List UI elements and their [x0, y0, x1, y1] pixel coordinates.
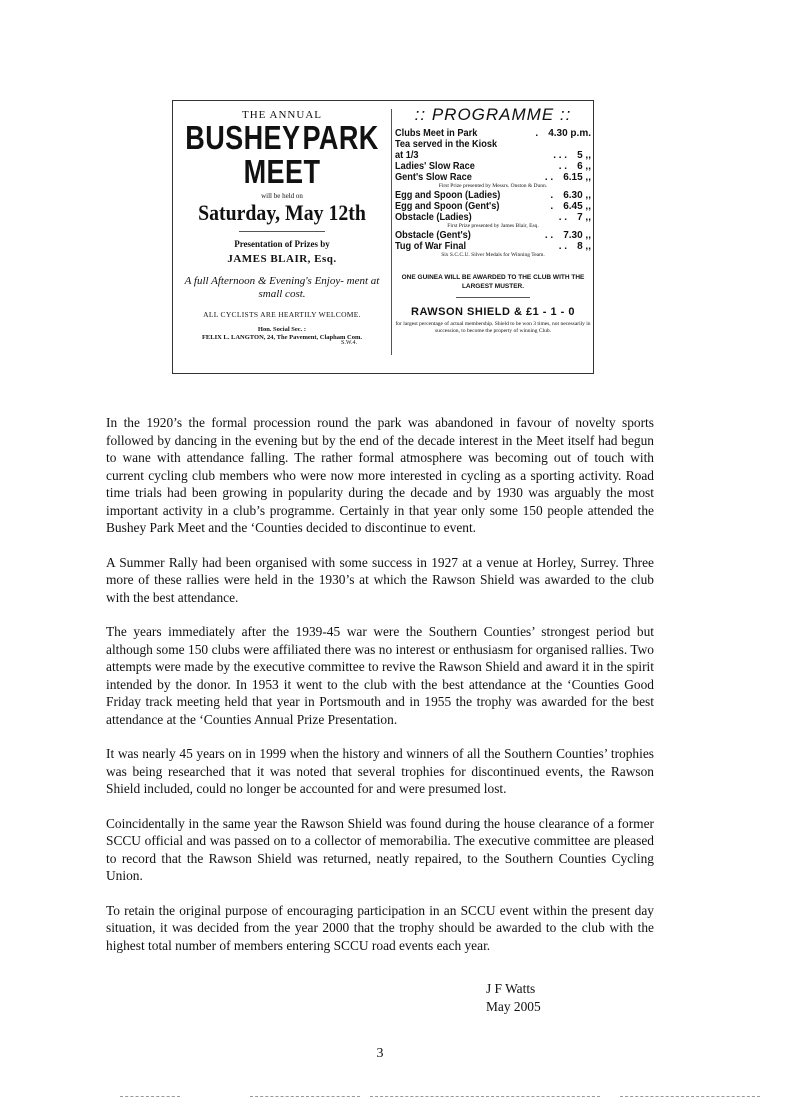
poster-rawson-shield: RAWSON SHIELD & £1 - 1 - 0 — [411, 306, 575, 318]
programme-item-leader: . . — [558, 241, 568, 252]
event-poster — [172, 100, 594, 374]
poster-date: Saturday, May 12th — [198, 200, 366, 225]
poster-title-bushey: BUSHEY — [185, 119, 301, 156]
poster-welcome: ALL CYCLISTS ARE HEARTILY WELCOME. — [203, 310, 361, 319]
programme-item-label: Obstacle (Gent's) — [395, 230, 471, 241]
poster-afternoon: A full Afternoon & Evening's Enjoy- ment at small cost. — [184, 275, 380, 300]
scan-artifact — [370, 1096, 600, 1097]
programme-item-leader: . . — [558, 212, 568, 223]
programme-item-time-group — [581, 139, 591, 150]
programme-item — [395, 128, 591, 139]
paragraph: To retain the original purpose of encouraging participation in an SCCU event within the present day situation, it was decided from the year 2000 that the trophy should be awarded to the club with the highest total number of members entering SCCU road events each year. — [106, 902, 654, 953]
programme-item-time: 6 ,, — [577, 161, 591, 172]
poster-title-row — [185, 121, 379, 155]
poster-title-park: PARK — [302, 119, 379, 156]
poster-title-meet: MEET — [243, 153, 321, 190]
poster-rawson-note: for largest percentage of actual membership. Shield to be won 3 times, not necessarily in succession, to become the property of winning Club. — [395, 321, 591, 334]
programme-note: First Prize presented by James Blair, Esq. — [447, 223, 539, 229]
programme-item-time-group — [550, 201, 591, 212]
poster-address: FELIX L. LANGTON, 24, The Pavement, Clapham Com. — [201, 334, 363, 341]
poster-programme-column — [395, 105, 591, 335]
programme-item-time: 8 ,, — [577, 241, 591, 252]
programme-item-label: Egg and Spoon (Ladies) — [395, 190, 501, 201]
programme-item-label: Obstacle (Ladies) — [395, 212, 472, 223]
signature-date: May 2005 — [486, 998, 541, 1014]
programme-item-time-group — [553, 150, 591, 161]
programme-item — [395, 190, 591, 201]
programme-title: :: PROGRAMME :: — [414, 105, 572, 124]
programme-item-time: 6.15 ,, — [563, 172, 591, 183]
paragraph: A Summer Rally had been organised with some success in 1927 at a venue at Horley, Surrey. Three more of these rallies were held in the 1930’s at which the Rawson Shield was awarded to the club with the best attendance. — [106, 554, 654, 605]
poster-annual: THE ANNUAL — [242, 109, 322, 121]
paragraph: It was nearly 45 years on in 1999 when the history and winners of all the Southern Counties’ trophies was being researched that it was noted that several trophies for discontinued events, the Rawson Shield included, could no longer be accounted for and were presumed lost. — [106, 746, 654, 796]
scan-artifact — [250, 1096, 360, 1097]
programme-item-time-group — [545, 172, 591, 183]
poster-divider — [391, 109, 392, 355]
programme-item-label: Tea served in the Kiosk — [395, 139, 498, 150]
programme-item-label: Gent's Slow Race — [395, 172, 472, 183]
programme-item-time: 7 ,, — [577, 212, 591, 223]
poster-guinea: ONE GUINEA WILL BE AWARDED TO THE CLUB WITH THE LARGEST MUSTER. — [401, 274, 585, 290]
programme-item-time-group — [559, 161, 591, 172]
paragraph: The years immediately after the 1939-45 war were the Southern Counties’ strongest period but although some 150 clubs were affiliated there was no interest or enthusiasm for organised rallies. Two attempts were made by the executive committee to revive the Rawson Shield and award it in the spirit intended by the donor. In 1953 it went to the club with the best attendance at the ‘Counties Good Friday track meeting held that year in Portsmouth and in 1955 the trophy was awarded for the best attendance at the ‘Counties Annual Prize Presentation. — [106, 624, 654, 727]
programme-item — [395, 230, 591, 241]
poster-presenter: JAMES BLAIR, Esq. — [227, 253, 337, 265]
signature-block — [486, 980, 541, 1015]
programme-item — [395, 139, 591, 150]
programme-item-leader: . . . — [553, 150, 568, 161]
poster-divider-line — [239, 231, 325, 232]
scan-artifact — [620, 1096, 760, 1097]
programme-item-label: Tug of War Final — [395, 241, 467, 252]
article-body — [106, 414, 654, 971]
programme-note: Six S.C.C.U. Silver Medals for Winning Team. — [441, 252, 545, 258]
programme-item — [395, 201, 591, 212]
programme-item-time-group — [559, 212, 591, 223]
programme-item-label: Ladies' Slow Race — [395, 161, 475, 172]
programme-item-time: 4.30 p.m. — [548, 128, 591, 139]
programme-item-leader: . — [535, 128, 539, 139]
programme-item — [395, 241, 591, 252]
programme-item-leader: . . — [544, 230, 554, 241]
programme-note: First Prize presented by Messrs. Onston & Dunn. — [438, 183, 548, 189]
paragraph: In the 1920’s the formal procession round the park was abandoned in favour of novelty sports followed by dancing in the evening but by the end of the decade interest in the Meet itself had begun to wane with attendance falling. The rather formal atmosphere was becoming out of touch with current cycling club members who were now more interested in cycling as a sporting activity. Road time trials had been growing in popularity during the decade and by 1930 was arguably the most important activity in a club’s programme. Certainly in that year only some 150 people attended the Bushey Park Meet and the ‘Counties decided to discontinue to event. — [106, 415, 654, 535]
scan-artifact — [120, 1096, 180, 1097]
programme-item-label: at 1/3 — [395, 150, 419, 161]
poster-postcode: S.W.4. — [341, 340, 357, 346]
programme-item — [395, 161, 591, 172]
poster-held-on: will be held on — [261, 192, 303, 200]
poster-hon-sec: Hon. Social Sec. : — [257, 326, 307, 333]
programme-item-time: 7.30 ,, — [563, 230, 591, 241]
programme-item — [395, 212, 591, 223]
poster-left-column — [181, 107, 383, 346]
programme-item-time-group — [550, 190, 591, 201]
programme-item-label: Clubs Meet in Park — [395, 128, 478, 139]
programme-item-leader: . — [550, 201, 554, 212]
author: J F Watts — [486, 981, 536, 996]
programme-item-time-group — [535, 128, 591, 139]
programme-item-leader: . . — [558, 161, 568, 172]
paragraph: Coincidentally in the same year the Rawson Shield was found during the house clearance of a former SCCU official and was passed on to a collector of memorabilia. The executive committee are pleased to record that the Rawson Shield was returned, neatly repaired, to the Southern Counties Cycling Union. — [106, 815, 654, 883]
programme-item-label: Egg and Spoon (Gent's) — [395, 201, 500, 212]
poster-divider-line-2 — [456, 297, 530, 298]
page-number: 3 — [376, 1046, 384, 1061]
programme-item-time-group — [559, 241, 591, 252]
programme-item-time: 6.45 ,, — [563, 201, 591, 212]
programme-item — [395, 172, 591, 183]
poster-presentation: Presentation of Prizes by — [234, 239, 330, 249]
programme-item-leader: . . — [544, 172, 554, 183]
programme-list — [395, 128, 591, 259]
programme-item-time-group — [545, 230, 591, 241]
programme-item-leader: . — [550, 190, 554, 201]
programme-item-time: 6.30 ,, — [563, 190, 591, 201]
programme-item — [395, 150, 591, 161]
programme-item-time: 5 ,, — [577, 150, 591, 161]
